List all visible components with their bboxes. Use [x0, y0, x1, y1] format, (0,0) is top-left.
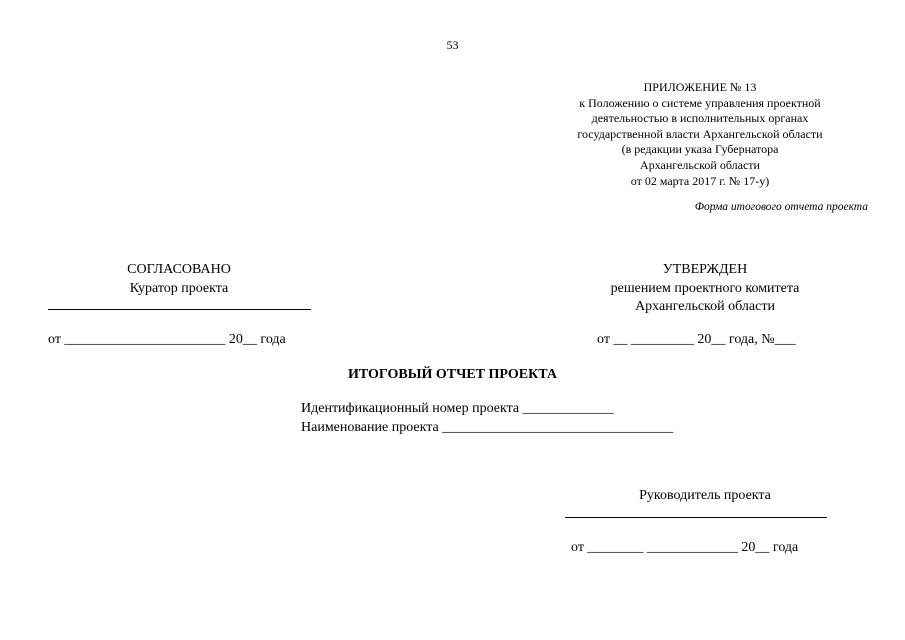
manager-label: Руководитель проекта [639, 488, 771, 503]
appendix-line: (в редакции указа Губернатора [621, 142, 779, 157]
project-id-field: Идентификационный номер проекта _____________ [301, 401, 614, 416]
appendix-note [540, 80, 860, 189]
manager-signature-line [565, 517, 827, 518]
page-number: 53 [446, 38, 459, 52]
manager-date-line: от ________ _____________ 20__ года [571, 540, 799, 555]
report-title: ИТОГОВЫЙ ОТЧЕТ ПРОЕКТА [347, 367, 558, 382]
project-name-field: Наименование проекта _________________________________ [301, 420, 674, 435]
agreed-date-line: от _______________________ 20__ года [48, 332, 286, 347]
agreed-heading: СОГЛАСОВАНО [127, 262, 231, 277]
appendix-line: деятельностью в исполнительных органах [591, 111, 809, 126]
appendix-line: ПРИЛОЖЕНИЕ № 13 [643, 80, 757, 94]
appendix-line: Архангельской области [640, 157, 760, 172]
appendix-line: государственной власти Архангельской области [577, 126, 823, 141]
appendix-line: от 02 марта 2017 г. № 17-у) [630, 173, 770, 188]
approved-line-1: решением проектного комитета [610, 281, 800, 296]
agreed-signature-line [48, 309, 311, 310]
approved-date-line: от __ _________ 20__ года, №___ [597, 332, 796, 347]
approved-line-2: Архангельской области [635, 299, 775, 314]
form-title: Форма итогового отчета проекта [694, 201, 868, 213]
approved-heading: УТВЕРЖДЕН [662, 262, 748, 277]
appendix-line: к Положению о системе управления проектной [579, 95, 821, 110]
agreed-subtitle: Куратор проекта [129, 281, 229, 296]
